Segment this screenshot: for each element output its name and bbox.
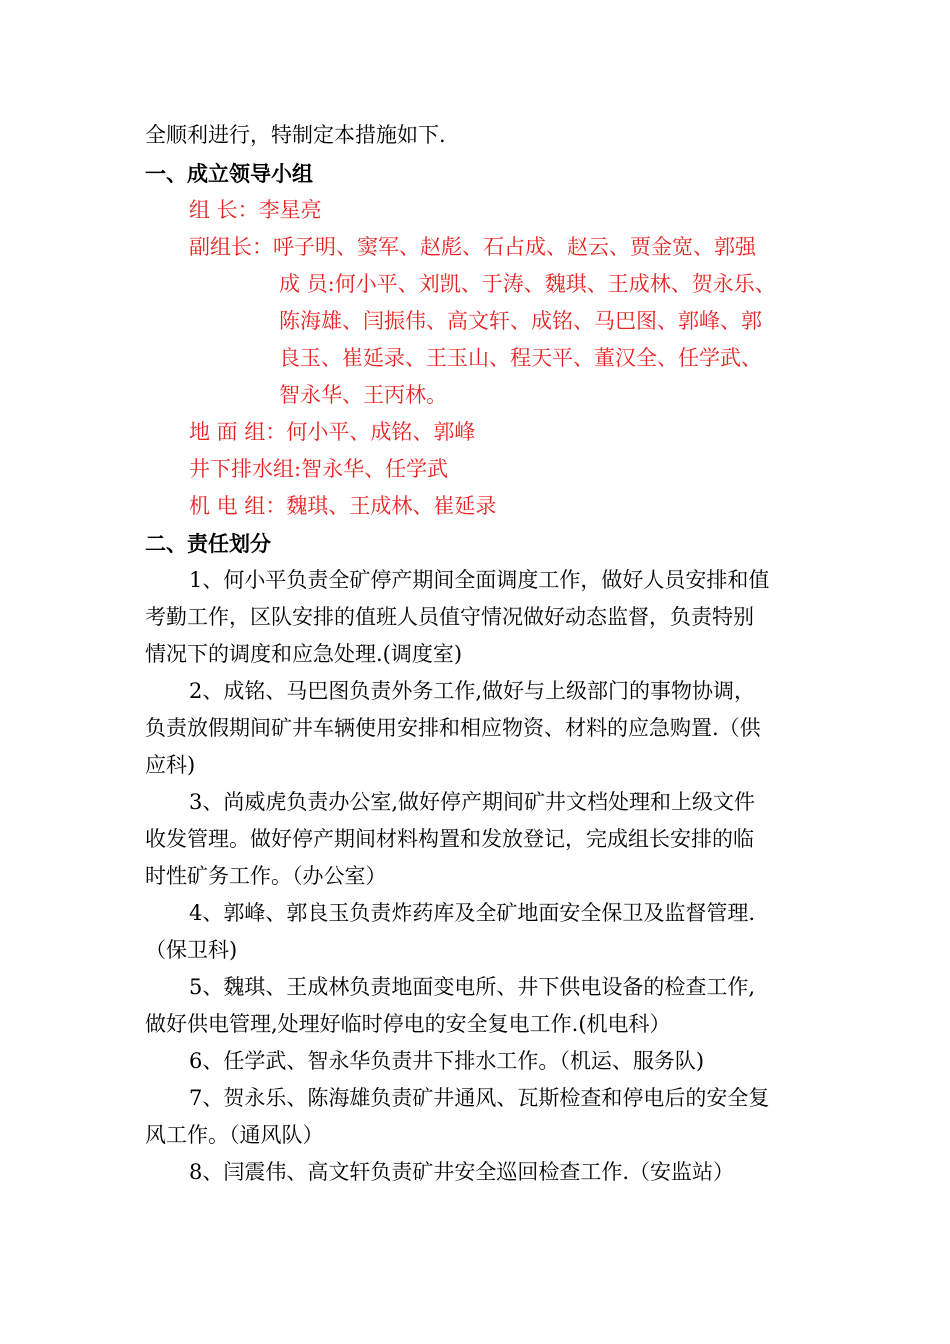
responsibility-line: 2、成铭、马巴图负责外务工作,做好与上级部门的事物协调， bbox=[189, 679, 756, 703]
responsibility-line: 1、何小平负责全矿停产期间全面调度工作，做好人员安排和值 bbox=[189, 568, 770, 592]
intro-line: 全顺利进行，特制定本措施如下. bbox=[145, 123, 446, 147]
responsibility-line: 4、郭峰、郭良玉负责炸药库及全矿地面安全保卫及监督管理. bbox=[189, 901, 756, 925]
responsibility-line: 应科) bbox=[145, 753, 196, 777]
responsibility-line: （保卫科) bbox=[145, 938, 238, 962]
section2-heading: 二、责任划分 bbox=[145, 531, 271, 556]
responsibility-line: 6、任学武、智永华负责井下排水工作。（机运、服务队) bbox=[189, 1049, 705, 1073]
members-line: 智永华、王丙林。 bbox=[279, 383, 447, 407]
responsibility-line: 负责放假期间矿井车辆使用安排和相应物资、材料的应急购置.（供 bbox=[145, 716, 761, 740]
responsibility-line: 8、闫震伟、高文轩负责矿井安全巡回检查工作.（安监站） bbox=[189, 1160, 735, 1184]
responsibility-line: 做好供电管理,处理好临时停电的安全复电工作.(机电科） bbox=[145, 1012, 671, 1036]
electric-group-line: 机 电 组：魏琪、王成林、崔延录 bbox=[189, 494, 497, 518]
ground-group-line: 地 面 组：何小平、成铭、郭峰 bbox=[189, 420, 476, 444]
responsibility-line: 情况下的调度和应急处理.(调度室) bbox=[145, 642, 463, 666]
responsibility-line: 时性矿务工作。（办公室） bbox=[145, 864, 387, 888]
responsibility-line: 7、贺永乐、陈海雄负责矿井通风、瓦斯检查和停电后的安全复 bbox=[189, 1086, 770, 1110]
responsibility-line: 考勤工作，区队安排的值班人员值守情况做好动态监督，负责特别 bbox=[145, 605, 754, 629]
members-line: 成 员:何小平、刘凯、于涛、魏琪、王成林、贺永乐、 bbox=[279, 272, 776, 296]
leader-line: 组 长：李星亮 bbox=[189, 198, 322, 222]
members-line: 良玉、崔延录、王玉山、程天平、董汉全、任学武、 bbox=[279, 346, 762, 370]
responsibility-line: 收发管理。做好停产期间材料构置和发放登记，完成组长安排的临 bbox=[145, 827, 754, 851]
responsibility-line: 风工作。（通风队） bbox=[145, 1123, 324, 1147]
responsibility-line: 5、魏琪、王成林负责地面变电所、井下供电设备的检查工作, bbox=[189, 975, 756, 999]
members-line: 陈海雄、闫振伟、高文轩、成铭、马巴图、郭峰、郭 bbox=[279, 309, 762, 333]
section1-heading: 一、成立领导小组 bbox=[145, 161, 313, 186]
deputy-leader-line: 副组长：呼子明、窦军、赵彪、石占成、赵云、贾金宽、郭强 bbox=[189, 235, 756, 259]
drainage-group-line: 井下排水组:智永华、任学武 bbox=[189, 457, 449, 481]
responsibility-line: 3、尚威虎负责办公室,做好停产期间矿井文档处理和上级文件 bbox=[189, 790, 756, 814]
